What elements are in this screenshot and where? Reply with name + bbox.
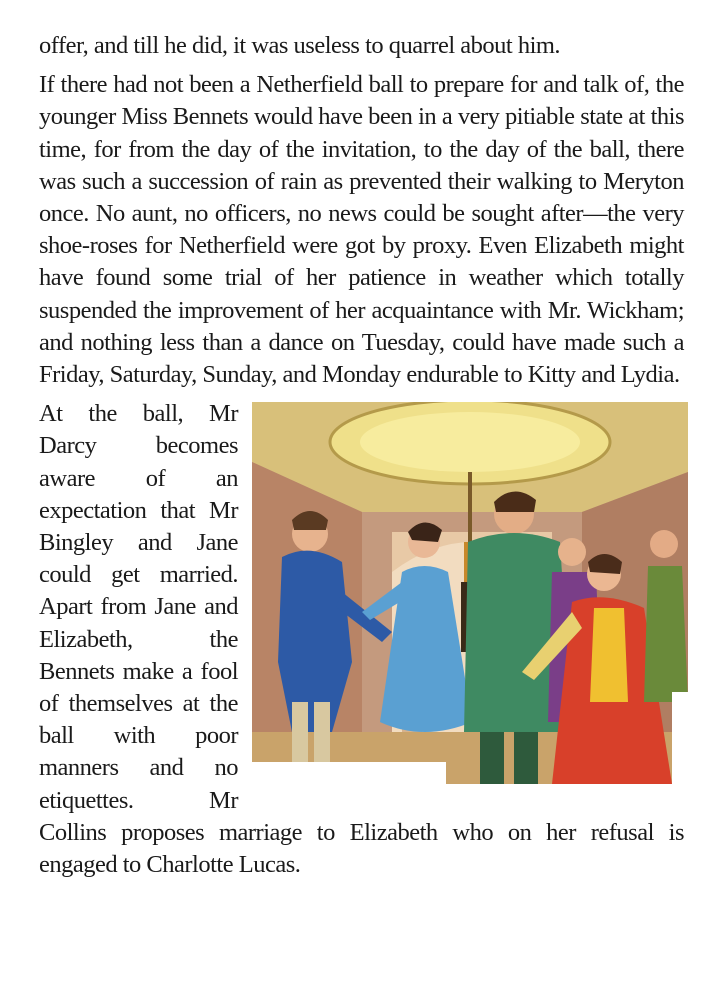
ballroom-dance-illustration [252, 402, 688, 784]
page-text [39, 30, 684, 881]
paragraph-2 [39, 69, 684, 391]
paragraph-3: At the ball, Mr Darcy becomes aware of an expectation that Mr Bingley and Jane could get married. Apart from Jane and Elizabeth, the Bennets make a fool of themselves at the ball with poor manners and no etiquettes. Mr Collins proposes marriage to Elizabeth who on her refusal is engaged to Charlotte Lucas. [39, 400, 684, 879]
paragraph-2-text: If there had not been a Netherfield ball to prepare for and talk of, the younger Miss Bennets would have been in a very pitiable state at this time, for from the day of the invitation, to the day of the ball, there was such a succession of rain as prevented their walking to Meryton once. No aunt, no officers, no news could be sought after—the very shoe-roses for Netherfield were got by proxy. Even Elizabeth might have found some trial of her patience in weather which totally suspended the improvement of her acquaintance with Mr. Wickham; and nothing less than a dance on Tuesday, could have made such a Friday, Saturday, Sunday, and Monday endurable to Kitty and Lydia. [39, 71, 684, 389]
paragraph-1: offer, and till he did, it was useless to quarrel about him. [39, 32, 561, 59]
